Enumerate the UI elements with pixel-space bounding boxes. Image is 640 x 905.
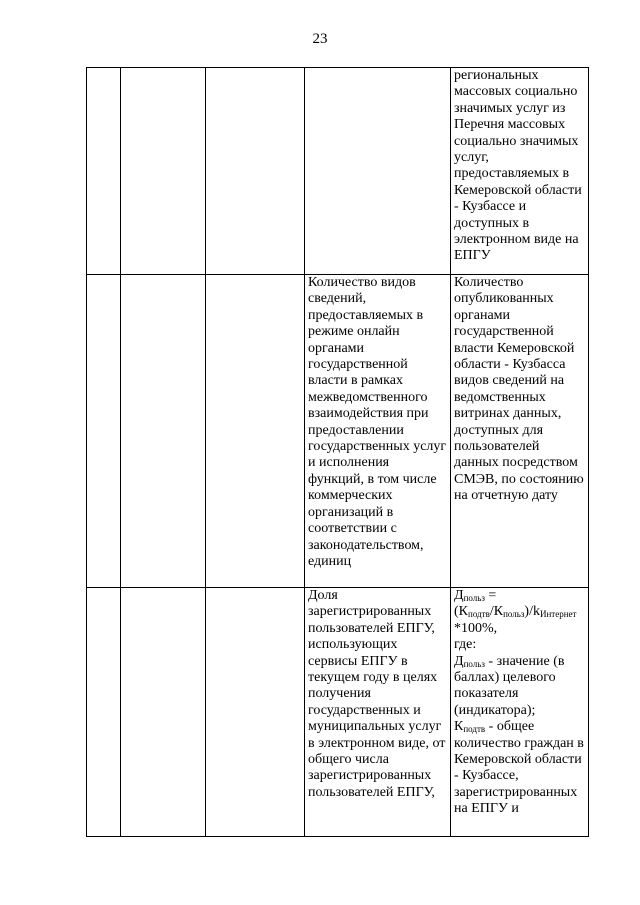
table-row: [87, 68, 589, 275]
table-cell-indicator: [305, 275, 451, 588]
table-cell: [87, 588, 121, 837]
cell-text: Доля зарегистрированных пользователей ЕПГУ, использующих сервисы ЕПГУ в текущем году в целях получения государственных и муниципальных услуг в электронном виде, от общего числа зарегистрированных пользователей ЕПГУ,: [308, 588, 446, 800]
table-cell-indicator: [305, 588, 451, 837]
formula-where: где:: [454, 637, 477, 653]
table-cell: [206, 588, 305, 837]
cell-text: Количество видов сведений, предоставляемых в режиме онлайн органами государственной власти в рамках межведомственного взаимодействия при предоставлении государственных услуг и исполнения функций, в том числе коммерческих организаций в соответствии с законодательством, единиц: [308, 275, 447, 569]
table-row: [87, 588, 589, 837]
formula: $Д_{польз}$ = $(К_{подтв}/К_{польз})/k_{Интернет}$ *100%,: [454, 588, 577, 636]
table-cell: [206, 275, 305, 588]
table-cell: [305, 68, 451, 275]
cell-text: региональных массовых социально значимых услуг из Перечня массовых социально значимых услуг, предоставляемых в Кемеровской области - Кузбассе и доступных в электронном виде на ЕПГУ: [454, 68, 582, 264]
table-cell: [87, 68, 121, 275]
cell-text: Количество опубликованных органами государственной власти Кемеровской области - Кузбасса видов сведений на ведомственных витринах данных, доступных для пользователей данных посредством СМЭВ, по состоянию на отчетную дату: [454, 275, 584, 504]
table-cell: [121, 588, 206, 837]
table-cell: [87, 275, 121, 588]
table-row: [87, 275, 589, 588]
definition-d: $Д_{польз}$ - значение (в баллах) целевого показателя (индикатора);: [454, 653, 565, 718]
table-cell-method: [451, 275, 589, 588]
table-cell-method: [451, 588, 589, 837]
table-cell: [206, 68, 305, 275]
page-number: 23: [312, 31, 328, 47]
definition-k: $К_{подтв}$ - общее количество граждан в Кемеровской области - Кузбассе, зарегистрированных на ЕПГУ и: [454, 719, 584, 817]
table-cell-method: [451, 68, 589, 275]
indicators-table: [86, 67, 589, 837]
table-cell: [121, 68, 206, 275]
table-cell: [121, 275, 206, 588]
